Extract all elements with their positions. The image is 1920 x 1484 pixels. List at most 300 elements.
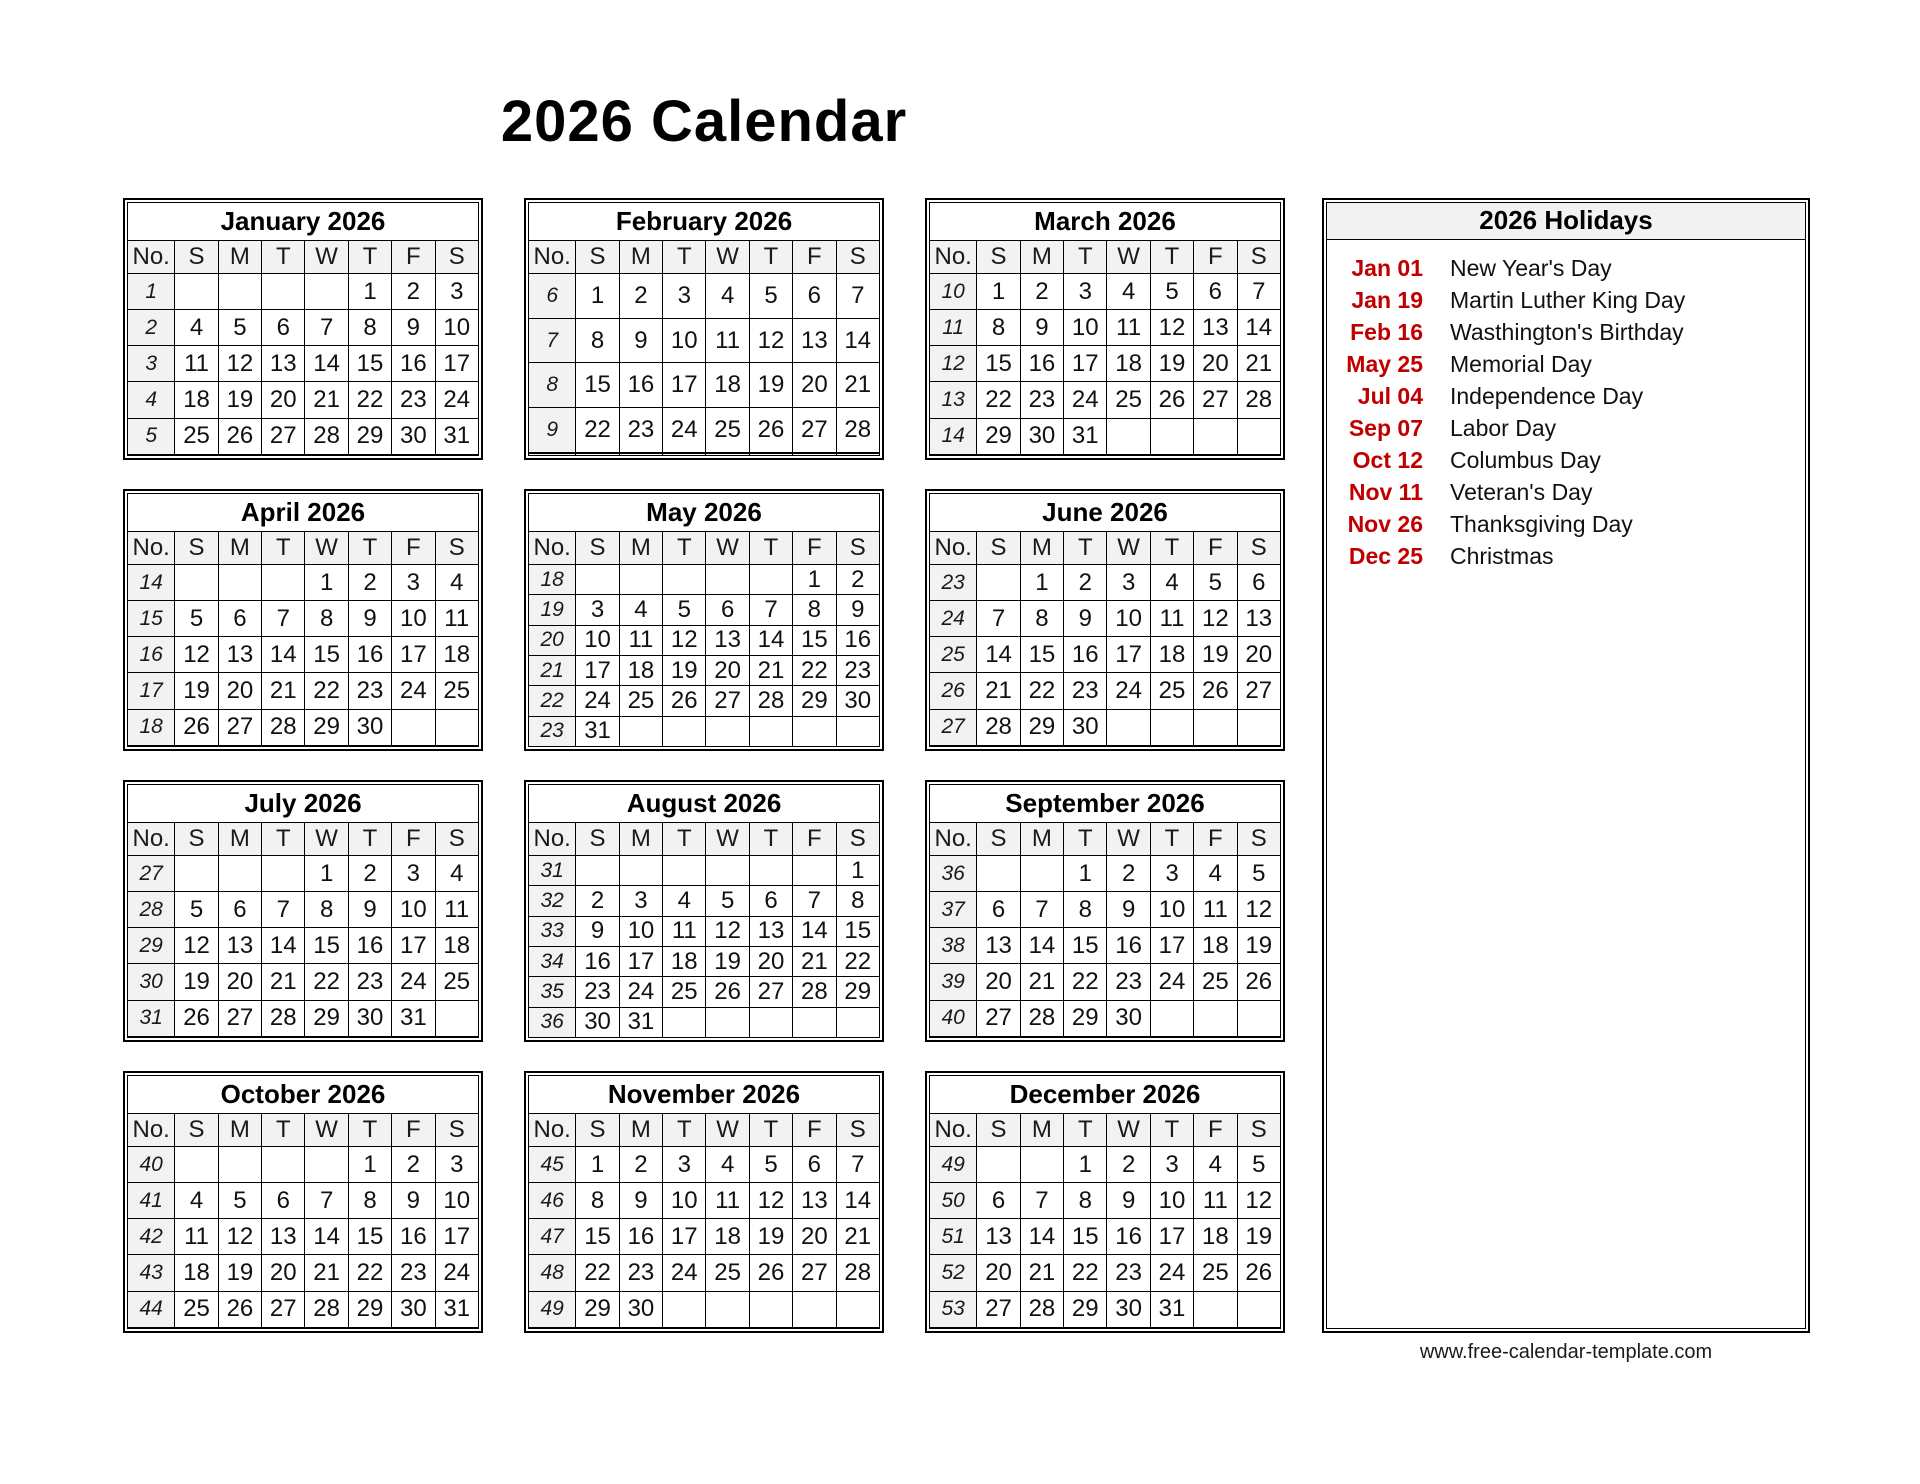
week-row	[930, 637, 1281, 673]
day-cell	[793, 1007, 836, 1037]
week-row	[128, 346, 479, 382]
day-cell: 5	[175, 601, 218, 637]
day-header-cell: M	[619, 823, 662, 856]
day-header-cell: F	[793, 532, 836, 565]
day-cell: 17	[435, 346, 478, 382]
week-row	[529, 686, 880, 716]
holiday-name: Wasthington's Birthday	[1450, 318, 1684, 345]
day-cell: 9	[619, 1183, 662, 1219]
day-header-cell: S	[435, 1114, 478, 1147]
day-cell: 1	[576, 274, 619, 319]
day-cell: 30	[348, 1000, 391, 1036]
day-cell: 7	[749, 595, 792, 625]
day-cell	[348, 454, 391, 455]
day-header-cell: S	[175, 532, 218, 565]
day-cell: 20	[977, 1255, 1020, 1291]
day-cell: 2	[1107, 1147, 1150, 1183]
day-cell: 24	[392, 964, 435, 1000]
day-cell: 13	[706, 625, 749, 655]
day-cell	[262, 565, 305, 601]
day-cell: 2	[348, 565, 391, 601]
day-cell: 12	[663, 625, 706, 655]
day-cell: 5	[1237, 856, 1280, 892]
day-cell: 26	[663, 686, 706, 716]
day-cell: 29	[305, 709, 348, 745]
day-cell	[1107, 1036, 1150, 1037]
week-number-cell: 18	[128, 709, 175, 745]
day-cell	[218, 1327, 261, 1328]
day-header-cell: F	[392, 1114, 435, 1147]
day-header-cell: No.	[128, 532, 175, 565]
holiday-item	[1327, 540, 1805, 572]
day-cell	[1194, 709, 1237, 745]
day-cell: 26	[218, 418, 261, 454]
day-cell: 27	[706, 686, 749, 716]
day-cell: 12	[1150, 310, 1193, 346]
day-cell: 7	[305, 1183, 348, 1219]
day-cell	[1064, 1036, 1107, 1037]
holiday-name: Columbus Day	[1450, 446, 1601, 473]
day-cell: 18	[175, 382, 218, 418]
day-cell: 17	[1150, 928, 1193, 964]
week-number-cell	[128, 1036, 175, 1037]
week-number-cell	[930, 454, 977, 455]
day-cell: 7	[1020, 1183, 1063, 1219]
day-cell	[435, 454, 478, 455]
day-cell: 16	[348, 928, 391, 964]
week-row	[930, 745, 1281, 746]
day-cell	[793, 856, 836, 886]
holidays-title: 2026 Holidays	[1327, 203, 1805, 240]
week-number-cell: 24	[930, 601, 977, 637]
day-cell: 14	[749, 625, 792, 655]
day-cell: 12	[749, 318, 792, 363]
holiday-date: Dec 25	[1348, 542, 1423, 569]
day-cell: 1	[1064, 1147, 1107, 1183]
day-cell: 3	[392, 856, 435, 892]
week-row	[128, 418, 479, 454]
day-cell: 12	[1194, 601, 1237, 637]
day-cell: 6	[977, 892, 1020, 928]
day-cell: 6	[793, 274, 836, 319]
day-cell: 10	[1064, 310, 1107, 346]
week-row	[930, 964, 1281, 1000]
day-header-cell: T	[348, 241, 391, 274]
week-number-cell: 34	[529, 946, 576, 976]
day-cell	[262, 274, 305, 310]
day-cell: 21	[262, 673, 305, 709]
day-header-cell: T	[1150, 823, 1193, 856]
day-header-cell: W	[305, 1114, 348, 1147]
day-cell: 14	[1020, 928, 1063, 964]
week-row	[529, 1007, 880, 1037]
day-cell: 25	[706, 1255, 749, 1291]
day-cell: 18	[1107, 346, 1150, 382]
day-header-cell: S	[435, 532, 478, 565]
day-cell: 31	[619, 1007, 662, 1037]
day-cell: 27	[218, 709, 261, 745]
day-cell	[218, 274, 261, 310]
day-cell: 13	[977, 928, 1020, 964]
day-header-cell: No.	[529, 823, 576, 856]
week-row	[128, 1327, 479, 1328]
week-row	[128, 1291, 479, 1327]
day-cell: 15	[305, 928, 348, 964]
day-cell	[218, 745, 261, 746]
day-cell	[435, 1036, 478, 1037]
week-row	[930, 382, 1281, 418]
day-cell	[175, 1147, 218, 1183]
day-header-cell: S	[435, 823, 478, 856]
day-cell	[348, 745, 391, 746]
month-table-march	[929, 202, 1281, 456]
month-table-december	[929, 1075, 1281, 1329]
week-number-cell	[128, 745, 175, 746]
week-row	[930, 1327, 1281, 1328]
week-number-cell: 13	[930, 382, 977, 418]
day-cell	[977, 856, 1020, 892]
day-cell	[576, 1327, 619, 1328]
week-number-cell: 43	[128, 1255, 175, 1291]
day-cell: 4	[1150, 565, 1193, 601]
day-cell: 5	[1194, 565, 1237, 601]
holiday-date: Nov 11	[1348, 478, 1423, 505]
day-header-cell: S	[1237, 1114, 1280, 1147]
day-cell	[836, 1291, 879, 1327]
day-cell: 28	[262, 1000, 305, 1036]
day-cell: 23	[836, 655, 879, 685]
day-header-cell: F	[1194, 241, 1237, 274]
month-february	[524, 198, 884, 460]
month-title: May 2026	[529, 494, 880, 532]
week-row	[930, 1291, 1281, 1327]
month-table-june	[929, 493, 1281, 747]
day-cell: 22	[576, 408, 619, 453]
week-number-cell: 14	[128, 565, 175, 601]
day-cell: 13	[218, 637, 261, 673]
week-number-cell: 27	[930, 709, 977, 745]
week-row	[128, 892, 479, 928]
day-cell: 21	[836, 363, 879, 408]
day-cell	[706, 856, 749, 886]
week-number-cell	[930, 1327, 977, 1328]
day-cell	[706, 716, 749, 746]
page-title: 2026 Calendar	[500, 89, 908, 154]
holiday-item	[1327, 284, 1805, 316]
day-cell: 4	[1107, 274, 1150, 310]
day-cell: 13	[749, 916, 792, 946]
day-cell	[435, 1327, 478, 1328]
day-header-cell: W	[305, 823, 348, 856]
week-number-cell: 27	[128, 856, 175, 892]
day-cell: 7	[793, 886, 836, 916]
day-cell	[1194, 454, 1237, 455]
week-row	[529, 454, 880, 456]
day-cell: 4	[1194, 1147, 1237, 1183]
day-cell	[175, 745, 218, 746]
week-row	[930, 709, 1281, 745]
month-table-october	[127, 1075, 479, 1329]
day-cell: 23	[392, 1255, 435, 1291]
day-cell: 17	[663, 363, 706, 408]
day-header-cell: T	[663, 532, 706, 565]
day-cell: 26	[1150, 382, 1193, 418]
day-header-cell: T	[1150, 532, 1193, 565]
day-cell: 22	[305, 673, 348, 709]
day-header-cell: T	[663, 1114, 706, 1147]
day-cell: 16	[836, 625, 879, 655]
day-cell: 22	[348, 382, 391, 418]
day-cell: 28	[977, 709, 1020, 745]
day-cell: 26	[706, 977, 749, 1007]
week-row	[529, 1183, 880, 1219]
day-cell: 30	[392, 418, 435, 454]
day-cell: 21	[305, 382, 348, 418]
day-cell	[1150, 1327, 1193, 1328]
day-cell	[1020, 745, 1063, 746]
day-cell: 30	[1107, 1000, 1150, 1036]
day-header-cell: S	[977, 241, 1020, 274]
day-cell: 26	[175, 1000, 218, 1036]
week-row	[529, 565, 880, 595]
day-cell: 29	[348, 1291, 391, 1327]
day-cell: 23	[348, 964, 391, 1000]
week-number-cell: 41	[128, 1183, 175, 1219]
day-cell: 14	[305, 346, 348, 382]
day-cell: 25	[175, 418, 218, 454]
day-cell	[1064, 745, 1107, 746]
day-cell: 21	[1020, 1255, 1063, 1291]
day-cell: 1	[348, 1147, 391, 1183]
day-cell	[305, 745, 348, 746]
week-number-cell: 2	[128, 310, 175, 346]
week-row	[529, 716, 880, 746]
day-header-cell: S	[576, 823, 619, 856]
day-cell: 5	[663, 595, 706, 625]
day-cell: 4	[619, 595, 662, 625]
day-header-cell: T	[262, 1114, 305, 1147]
day-cell: 29	[348, 418, 391, 454]
day-cell	[1150, 418, 1193, 454]
week-number-cell	[529, 1327, 576, 1328]
day-cell	[1107, 1327, 1150, 1328]
holiday-name: Veteran's Day	[1450, 478, 1593, 505]
month-table-july	[127, 784, 479, 1038]
week-number-cell: 29	[128, 928, 175, 964]
day-cell: 9	[619, 318, 662, 363]
day-cell: 25	[435, 964, 478, 1000]
day-cell: 9	[392, 310, 435, 346]
day-cell: 23	[1020, 382, 1063, 418]
day-cell: 18	[1194, 928, 1237, 964]
day-header-cell: T	[262, 823, 305, 856]
day-cell: 1	[576, 1147, 619, 1183]
month-title: August 2026	[529, 785, 880, 823]
day-header-cell: T	[663, 823, 706, 856]
week-number-cell: 18	[529, 565, 576, 595]
day-cell	[1020, 1036, 1063, 1037]
day-cell: 19	[1237, 928, 1280, 964]
month-table-february	[528, 202, 880, 456]
day-cell	[1237, 418, 1280, 454]
day-header-cell: No.	[128, 1114, 175, 1147]
day-cell: 19	[175, 673, 218, 709]
week-number-cell: 31	[529, 856, 576, 886]
day-cell	[1150, 454, 1193, 455]
day-cell	[1237, 1000, 1280, 1036]
week-number-cell: 26	[930, 673, 977, 709]
day-cell: 9	[1107, 892, 1150, 928]
day-cell: 22	[836, 946, 879, 976]
day-cell: 13	[262, 346, 305, 382]
day-cell: 10	[663, 318, 706, 363]
day-header-cell: T	[749, 241, 792, 274]
day-cell: 23	[619, 1255, 662, 1291]
day-cell: 8	[576, 1183, 619, 1219]
day-cell: 22	[1020, 673, 1063, 709]
day-cell: 22	[1064, 964, 1107, 1000]
day-cell: 7	[262, 892, 305, 928]
day-cell: 11	[175, 346, 218, 382]
day-cell: 28	[1020, 1291, 1063, 1327]
day-header-cell: W	[1107, 532, 1150, 565]
week-number-cell: 51	[930, 1219, 977, 1255]
week-number-cell	[930, 745, 977, 746]
day-cell: 16	[348, 637, 391, 673]
day-header-cell: S	[576, 1114, 619, 1147]
day-cell	[1107, 454, 1150, 455]
day-cell	[576, 565, 619, 595]
week-number-cell: 10	[930, 274, 977, 310]
day-cell: 20	[749, 946, 792, 976]
day-cell: 1	[305, 565, 348, 601]
day-header-cell: T	[262, 532, 305, 565]
day-cell: 21	[262, 964, 305, 1000]
day-cell: 5	[749, 274, 792, 319]
day-cell: 29	[977, 418, 1020, 454]
day-cell: 27	[977, 1291, 1020, 1327]
day-cell: 25	[1194, 964, 1237, 1000]
day-cell: 27	[793, 408, 836, 453]
week-row	[128, 1255, 479, 1291]
week-number-cell: 11	[930, 310, 977, 346]
holiday-item	[1327, 476, 1805, 508]
day-cell	[392, 1327, 435, 1328]
day-cell: 1	[305, 856, 348, 892]
day-cell: 4	[706, 274, 749, 319]
week-row	[529, 856, 880, 886]
week-row	[529, 1291, 880, 1327]
week-row	[930, 1036, 1281, 1037]
holiday-date: Jan 19	[1351, 286, 1423, 313]
holiday-name: Thanksgiving Day	[1450, 510, 1633, 537]
week-row	[128, 709, 479, 745]
day-cell: 9	[576, 916, 619, 946]
day-cell: 8	[793, 595, 836, 625]
day-cell: 8	[836, 886, 879, 916]
day-cell: 3	[663, 274, 706, 319]
day-cell: 6	[977, 1183, 1020, 1219]
day-cell: 26	[1194, 673, 1237, 709]
week-row	[128, 454, 479, 455]
day-header-cell: M	[619, 532, 662, 565]
month-december	[925, 1071, 1285, 1333]
day-cell: 16	[1020, 346, 1063, 382]
day-header-cell: T	[1064, 532, 1107, 565]
day-cell: 1	[793, 565, 836, 595]
day-header-cell: No.	[930, 532, 977, 565]
day-cell: 9	[348, 892, 391, 928]
week-row	[529, 1255, 880, 1291]
day-header-cell: M	[1020, 1114, 1063, 1147]
day-cell: 6	[706, 595, 749, 625]
day-cell	[836, 716, 879, 746]
day-cell: 10	[663, 1183, 706, 1219]
day-header-cell: T	[749, 1114, 792, 1147]
day-cell: 16	[392, 1219, 435, 1255]
day-cell: 10	[576, 625, 619, 655]
day-cell: 6	[262, 310, 305, 346]
day-cell	[749, 716, 792, 746]
week-row	[930, 274, 1281, 310]
week-row	[930, 1219, 1281, 1255]
day-cell: 14	[977, 637, 1020, 673]
holiday-list	[1327, 240, 1805, 572]
week-number-cell: 40	[128, 1147, 175, 1183]
day-cell: 8	[348, 310, 391, 346]
day-cell: 20	[262, 382, 305, 418]
week-number-cell: 39	[930, 964, 977, 1000]
day-cell: 19	[706, 946, 749, 976]
week-row	[930, 928, 1281, 964]
day-cell	[1194, 1036, 1237, 1037]
day-header-cell: M	[218, 532, 261, 565]
day-cell: 8	[1064, 892, 1107, 928]
day-cell: 13	[977, 1219, 1020, 1255]
day-header-cell: S	[836, 823, 879, 856]
day-header-cell: M	[218, 1114, 261, 1147]
day-cell: 14	[1020, 1219, 1063, 1255]
day-header-cell: F	[392, 532, 435, 565]
day-cell	[663, 1291, 706, 1327]
day-cell: 23	[576, 977, 619, 1007]
day-cell: 29	[1064, 1291, 1107, 1327]
day-cell: 28	[793, 977, 836, 1007]
week-number-cell: 36	[529, 1007, 576, 1037]
day-cell: 7	[305, 310, 348, 346]
day-cell: 12	[175, 928, 218, 964]
day-cell: 5	[218, 310, 261, 346]
day-header-cell: W	[305, 532, 348, 565]
day-header-cell: No.	[529, 532, 576, 565]
week-number-cell: 40	[930, 1000, 977, 1036]
day-cell: 25	[663, 977, 706, 1007]
month-table-september	[929, 784, 1281, 1038]
day-cell: 19	[749, 363, 792, 408]
day-cell	[1194, 1291, 1237, 1327]
week-number-cell: 52	[930, 1255, 977, 1291]
day-cell: 20	[218, 964, 261, 1000]
day-cell: 14	[262, 928, 305, 964]
week-row	[529, 595, 880, 625]
day-cell	[348, 1036, 391, 1037]
day-cell	[175, 274, 218, 310]
day-cell	[977, 454, 1020, 455]
week-number-cell: 38	[930, 928, 977, 964]
day-header-cell: No.	[128, 823, 175, 856]
day-cell: 15	[305, 637, 348, 673]
day-cell	[262, 1327, 305, 1328]
